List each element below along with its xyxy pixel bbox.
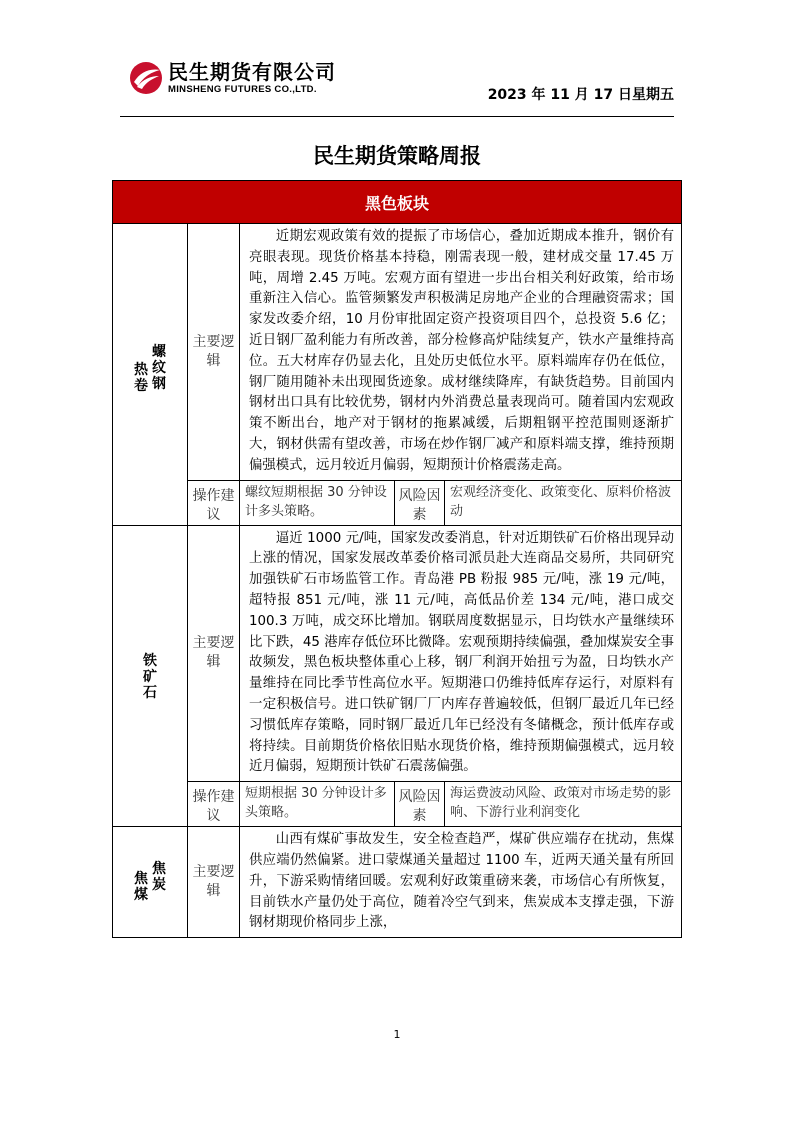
minsheng-emblem-icon (128, 60, 164, 96)
header-divider (120, 116, 674, 117)
report-date: 2023 年 11 月 17 日星期五 (487, 87, 674, 103)
table-row (113, 827, 682, 938)
product-cell (113, 525, 188, 827)
logic-text: 逼近 1000 元/吨，国家发改委消息，针对近期铁矿石价格出现异动上涨的情况，国家发展改革委价格司派员赴大连商品交易所，共同研究加强铁矿石市场监管工作。青岛港 PB 粉报 985 元/吨，涨 19 元/吨，超特报 851 元/吨，涨 11 元/吨，高低品价差 134 元/吨，港口成交 100.3 万吨，成交环比增加。钢联周度数据显示，日均铁水产量继续环比下跌，45 港库存低位环比微降。宏观预期持续偏强，叠加煤炭安全事故频发，黑色板块整体重心上移，钢厂利润开始扭亏为盈，日均铁水产量维持在同比季节性高位水平。短期港口仍维持低库存运行，对原料有一定积极信号。进口铁矿钢厂厂内库存普遍较低，但钢厂最近几年已经习惯低库存策略，同时钢厂最近几年已经没有冬储概念，预计低库存或将持续。目前期货价格依旧贴水现货价格，维持预期偏强模式，远月较近月偏弱，短期预计铁矿石震荡偏强。 (240, 525, 682, 782)
operation-text: 螺纹短期根据 30 分钟设计多头策略。 (240, 480, 395, 525)
product-name: 螺 纹 钢 (152, 344, 166, 393)
logic-text: 近期宏观政策有效的提振了市场信心，叠加近期成本推升，钢价有亮眼表现。现货价格基本持稳，刚需表现一般，建材成交量 17.45 万吨，周增 2.45 万吨。宏观方面有望进一步出台相关利好政策，给市场重新注入信心。监管频繁发声积极满足房地产企业的合理融资需求；国家发改委介绍，10 月份审批固定资产投资项目四个，总投资 5.6 亿；近日钢厂盈利能力有所改善，部分检修高炉陆续复产，铁水产量维持高位。五大材库存仍显去化，且处历史低位水平。原料端库存仍在低位，钢厂随用随补未出现囤货迹象。成材继续降库，有缺货趋势。目前国内钢材出口具有比较优势，钢材内外消费总量表现尚可。随着国内宏观政策不断出台，地产对于钢材的拖累减缓，后期粗钢平控范围则逐渐扩大，钢材供需有望改善，市场在炒作钢厂减产和原料端支撑，维持预期偏强模式，远月较近月偏弱，短期预计价格震荡走高。 (240, 224, 682, 481)
logic-text: 山西有煤矿事故发生，安全检查趋严，煤矿供应端存在扰动，焦煤供应端仍然偏紧。进口蒙煤通关量超过 1100 车，近两天通关量有所回升，下游采购情绪回暖。宏观利好政策重磅来袭，市场信心有所恢复，目前铁水产量仍处于高位，随着冷空气到来，焦炭成本支撑走强，下游钢材期现价格同步上涨， (240, 827, 682, 938)
page-number: 1 (393, 1028, 401, 1041)
company-logo (128, 56, 368, 106)
risk-text: 海运费波动风险、政策对市场走势的影响、下游行业利润变化 (445, 782, 682, 827)
table-row (113, 782, 682, 827)
product-name: 铁 矿 石 (143, 653, 157, 702)
section-banner: 黑色板块 (113, 181, 682, 224)
product-cell (113, 827, 188, 938)
company-name-cn: 民生期货有限公司 (168, 60, 336, 84)
table-row (113, 224, 682, 481)
logic-label: 主要逻辑 (188, 827, 240, 938)
risk-label: 风险因素 (395, 480, 445, 525)
risk-text: 宏观经济变化、政策变化、原料价格波动 (445, 480, 682, 525)
table-row (113, 480, 682, 525)
risk-label: 风险因素 (395, 782, 445, 827)
operation-label: 操作建议 (188, 480, 240, 525)
logic-label: 主要逻辑 (188, 525, 240, 782)
strategy-table (112, 180, 682, 938)
company-name-en: MINSHENG FUTURES CO.,LTD. (168, 84, 317, 95)
product-name: 焦 煤 (134, 871, 148, 904)
product-name: 热 卷 (134, 362, 148, 395)
page-title: 民生期货策略周报 (313, 144, 481, 168)
product-name: 焦 炭 (152, 861, 166, 894)
product-cell (113, 224, 188, 526)
operation-label: 操作建议 (188, 782, 240, 827)
operation-text: 短期根据 30 分钟设计多头策略。 (240, 782, 395, 827)
table-row (113, 525, 682, 782)
logic-label: 主要逻辑 (188, 224, 240, 481)
